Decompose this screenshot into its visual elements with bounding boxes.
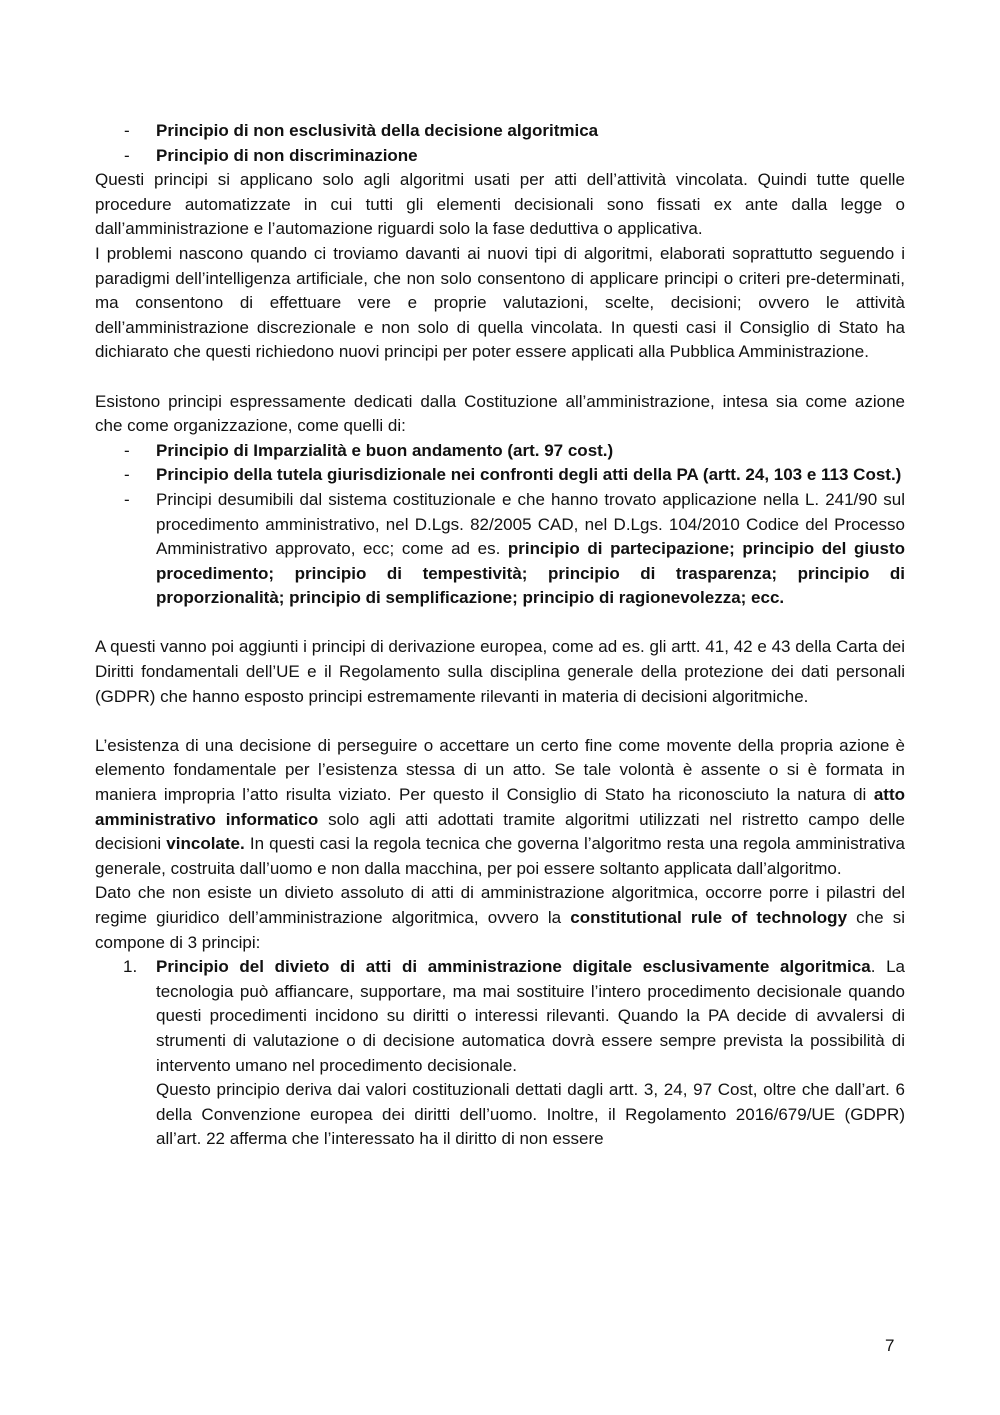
document-page: [95, 119, 905, 1152]
number-marker: 1.: [123, 957, 138, 977]
list-item: - Principio di non esclusività della decisione algoritmica: [95, 119, 905, 144]
paragraph-activity-bound: Questi principi si applicano solo agli algoritmi usati per atti dell’attività vincolata. Quindi tutte quelle procedure automatizzate in cui tutti gli elementi decisionali sono fissati ex ante dalla legge o dall’amministrazione e l’automazione riguardi solo la fase deduttiva o applicativa.: [95, 170, 905, 239]
page-number: 7: [885, 1336, 895, 1355]
list-item: - Principio di non discriminazione: [95, 144, 905, 169]
paragraph-european-principles: A questi vanno poi aggiunti i principi di derivazione europea, come ad es. gli artt. 41, 42 e 43 della Carta dei Diritti fondamentali dell’UE e il Regolamento sulla disciplina generale della protezione dei dati personali (GDPR) che hanno esposto principi estremamente rilevanti in materia di decisioni algoritmiche.: [95, 637, 905, 706]
list-item: - Principio della tutela giurisdizionale nei confronti degli atti della PA (artt. 24, 103 e 113 Cost.): [124, 465, 902, 485]
dash-marker: -: [124, 145, 130, 165]
paragraph-constitution-principles: Esistono principi espressamente dedicati dalla Costituzione all’amministrazione, intesa sia come azione che come organizzazione, come quelli di:: [95, 391, 905, 436]
paragraph-rule-of-technology: Dato che non esiste un divieto assoluto di atti di amministrazione algoritmica, occorre porre i pilastri del regime giuridico dell’amministrazione algoritmica, ovvero la constitutional rule of technology che si compone di 3 principi:: [95, 883, 905, 952]
paragraph-ai-algorithms: I problemi nascono quando ci troviamo davanti ai nuovi tipi di algoritmi, elaborati soprattutto seguendo i paradigmi dell’intelligenza artificiale, che non solo consentono di applicare principi o criteri pre-determinati, ma consentono di effettuare vere e proprie valutazioni, scelte, decisioni; ovvero le attività dell’amministrazione discrezionale e non solo di quella vincolata. In questi casi il Consiglio di Stato ha dichiarato che questi richiedono nuovi principi per poter essere applicati alla Pubblica Amministrazione.: [95, 243, 905, 362]
algorithm-principles-list: [95, 119, 905, 168]
technology-principles-list: [95, 955, 905, 1152]
paragraph-administrative-act: L’esistenza di una decisione di perseguire o accettare un certo fine come movente della propria azione è elemento fondamentale per l’esistenza stessa di un atto. Se tale volontà è assente o si è formata in maniera impropria l’atto risulta viziato. Per questo il Consiglio di Stato ha riconosciuto la natura di atto amministrativo informatico solo agli atti adottati tramite algoritmi utilizzati nel ristretto campo delle decisioni vincolate. In questi casi la regola tecnica che governa l’algoritmo resta una regola amministrativa generale, costruita dall’uomo e non dalla macchina, per poi essere soltanto applicata dall’algoritmo.: [95, 735, 905, 878]
list-item: - Principi desumibili dal sistema costituzionale e che hanno trovato applicazione nella L. 241/90 sul procedimento amministrativo, nel D.Lgs. 82/2005 CAD, nel D.Lgs. 104/2010 Codice del Processo Amministrativo approvato, ecc; come ad es. principio di partecipazione; principio del giusto procedimento; principio di tempestività; principio di trasparenza; principio di proporzionalità; principio di semplificazione; principio di ragionevolezza; ecc.: [124, 489, 905, 608]
constitutional-principles-list: [95, 439, 905, 611]
list-item: - Principio di Imparzialità e buon andamento (art. 97 cost.): [124, 440, 614, 460]
dash-marker: -: [124, 121, 130, 140]
list-item: 1. Principio del divieto di atti di amministrazione digitale esclusivamente algoritmica. La tecnologia può affiancare, supportare, ma mai sostituire l’intero procedimento decisionale quando questi procedimenti incidono su diritti o interessi rilevanti. Quando la PA decide di avvalersi di strumenti di valutazione o di decisione automatica dovrà essere sempre prevista la possibilità di intervento umano nel procedimento decisionale. Questo principio deriva dai valori costituzionali dettati dagli artt. 3, 24, 97 Cost, oltre che dall’art. 6 della Convenzione europea dei diritti dell’uomo. Inoltre, il Regolamento 2016/679/UE (GDPR) all’art. 22 afferma che l’interessato ha il diritto di non essere: [123, 957, 905, 1149]
